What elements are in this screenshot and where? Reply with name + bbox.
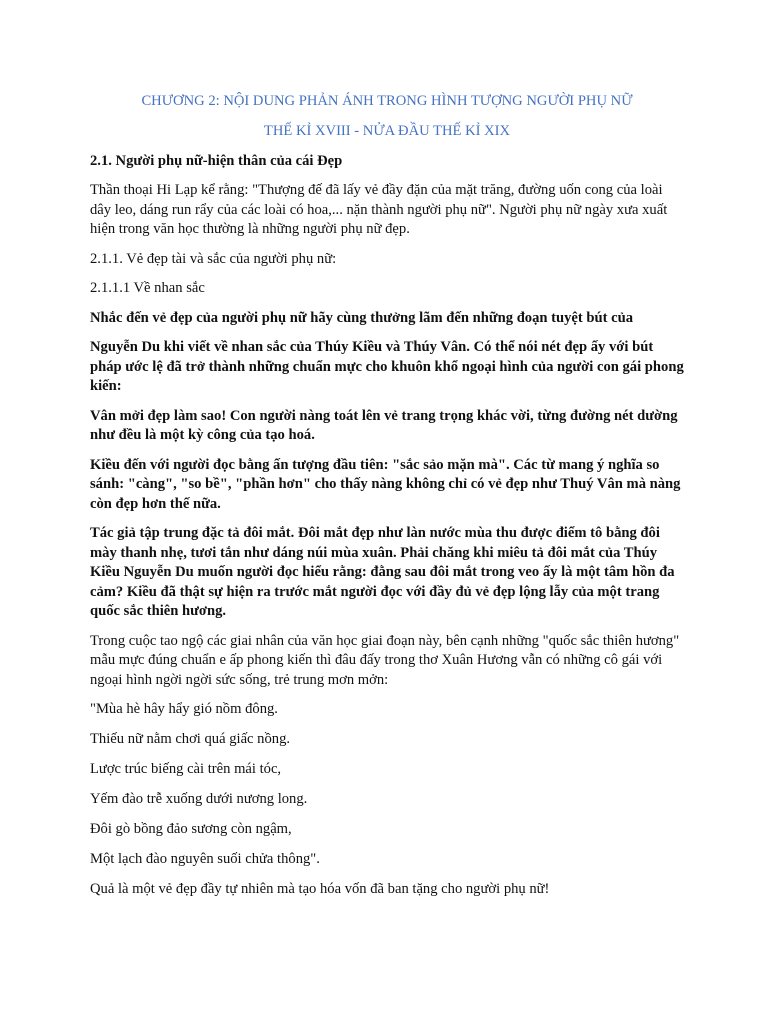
paragraph-bold-5: Tác giả tập trung đặc tả đôi mắt. Đôi mắt đẹp như làn nước mùa thu được điểm tô bằng đôi mày thanh nhẹ, tươi tắn như dáng núi mùa xuân. Phải chăng khi miêu tả đôi mắt của Thúy Kiều Nguyễn Du muốn người đọc hiểu rằng: đằng sau đôi mắt trong veo ấy là một tâm hồn đa cảm? Kiều đã thật sự hiện ra trước mắt người đọc với đầy đủ vẻ đẹp lộng lẫy của một trang quốc sắc thiên hương. xyxy=(90,525,675,619)
chapter-title-line-1: CHƯƠNG 2: NỘI DUNG PHẢN ÁNH TRONG HÌNH TƯỢNG NGƯỜI PHỤ NỮ xyxy=(141,93,633,109)
poem-line: Một lạch đào nguyên suối chửa thông". xyxy=(90,851,320,867)
poem-block xyxy=(90,700,684,870)
paragraph-intro: Thần thoại Hi Lạp kể rằng: "Thượng đế đã lấy vẻ đầy đặn của mặt trăng, đường uốn cong của loài dây leo, dáng run rẩy của các loài có hoa,... nặn thành người phụ nữ". Người phụ nữ ngày xưa xuất hiện trong văn học thường là những người phụ nữ đẹp. xyxy=(90,182,668,237)
paragraph-bold-3: Vân mởi đẹp làm sao! Con người nàng toát lên vẻ trang trọng khác vời, từng đường nét dường như đều là một kỳ công của tạo hoá. xyxy=(90,407,678,443)
document-page xyxy=(90,92,684,910)
paragraph-bold-1: Nhắc đến vẻ đẹp của người phụ nữ hãy cùng thưởng lãm đến những đoạn tuyệt bút của xyxy=(90,309,634,326)
subsection-heading: 2.1.1. Vẻ đẹp tài và sắc của người phụ nữ: xyxy=(90,250,337,267)
poem-line: Lược trúc biếng cài trên mái tóc, xyxy=(90,761,282,777)
poem-line: Yếm đào trễ xuống dưới nương long. xyxy=(90,791,308,807)
sub-subsection-heading: 2.1.1.1 Về nhan sắc xyxy=(90,280,205,296)
poem-line: Đôi gò bồng đảo sương còn ngậm, xyxy=(90,821,292,837)
chapter-title-line-2: THẾ KỈ XVIII - NỬA ĐẦU THẾ KỈ XIX xyxy=(263,123,511,139)
closing-sentence: Quả là một vẻ đẹp đầy tự nhiên mà tạo hóa vốn đã ban tặng cho người phụ nữ! xyxy=(90,881,550,897)
paragraph-bold-2: Nguyễn Du khi viết về nhan sắc của Thúy Kiều và Thúy Vân. Có thể nói nét đẹp ấy với bút pháp ước lệ đã trở thành những chuẩn mực cho khuôn khổ ngoại hình của người con gái phong kiến: xyxy=(90,339,684,394)
section-heading: 2.1. Người phụ nữ-hiện thân của cái Đẹp xyxy=(90,153,343,169)
paragraph-xuan-huong: Trong cuộc tao ngộ các giai nhân của văn học giai đoạn này, bên cạnh những "quốc sắc thiên hương" mẫu mực đúng chuẩn e ấp phong kiến thì đâu đấy trong thơ Xuân Hương vẫn có những cô gái với ngoại hình ngời ngời sức sống, trẻ trung mơn mởn: xyxy=(90,632,680,688)
paragraph-bold-4: Kiều đến với người đọc bằng ấn tượng đầu tiên: "sắc sảo mặn mà". Các từ mang ý nghĩa so sánh: "càng", "so bề", "phần hơn" cho thấy nàng không chỉ có vẻ đẹp như Thuý Vân mà nàng còn đẹp hơn thế nữa. xyxy=(90,456,681,512)
poem-line: "Mùa hè hây hẩy gió nồm đông. xyxy=(90,701,278,717)
poem-line: Thiếu nữ nằm chơi quá giấc nồng. xyxy=(90,731,291,747)
